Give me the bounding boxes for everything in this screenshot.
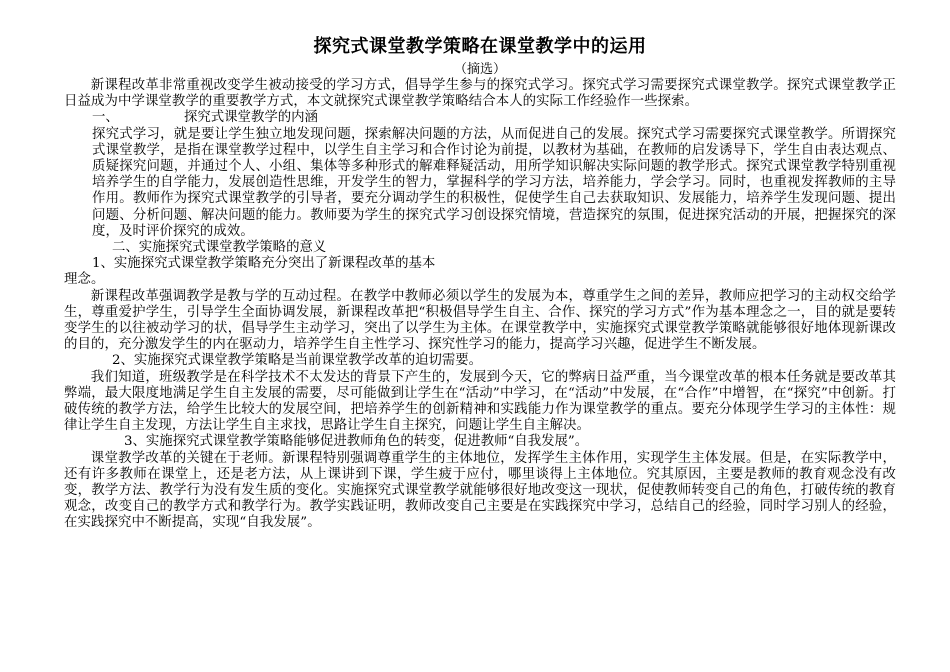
section-1-number: 一、: [92, 110, 119, 126]
subsection-2-heading: 2、实施探究式课堂教学策略是当前课堂教学改革的迫切需要。: [112, 353, 483, 369]
subsection-1-heading-cont: 理念。: [64, 272, 105, 288]
intro-paragraph: 新课程改革非常重视改变学生被动接受的学习方式，倡导学生参与的探究式学习。探究式学习需要探究式课堂教学。探究式课堂教学正日益成为中学课堂教学的重要教学方式，本文就探究式课堂教学策略结合本人的实际工作经验作一些探索。: [64, 78, 896, 110]
section-1-heading: [64, 110, 896, 126]
section-2-heading: 二、实施探究式课堂教学策略的意义: [112, 240, 327, 256]
subsection-1-heading: 1、实施探究式课堂教学策略充分突出了新课程改革的基本: [92, 256, 436, 272]
document-page: [64, 34, 896, 532]
subsection-2-body: 我们知道，班级教学是在科学技术不太发达的背景下产生的，发展到今天，它的弊病日益严重，当今课堂改革的根本任务就是要改革其弊端，最大限度地满足学生自主发展的需要，尽可能做到让学生在“活动”中学习，在“活动”中发展，在“合作”中增智，在“探究”中创新。打破传统的教学方法，给学生比较大的发展空间，把培养学生的创新精神和实践能力作为课堂教学的重点。要充分体现学生学习的主体性：规律让学生自主发现，方法让学生自主求找，思路让学生自主探究，问题让学生自主解决。: [64, 369, 896, 434]
subsection-3-heading: 3、实施探究式课堂教学策略能够促进教师角色的转变，促进教师“自我发展”。: [124, 434, 589, 450]
subsection-1-body: 新课程改革强调教学是教与学的互动过程。在教学中教师必须以学生的发展为本，尊重学生之间的差异，教师应把学习的主动权交给学生，尊重爱护学生，引导学生全面协调发展，新课程改革把“积极倡导学生自主、合作、探究的学习方式”作为基本理念之一，目的就是要转变学生的以往被动学习的状，倡导学生主动学习，突出了以学生为主体。在课堂教学中，实施探究式课堂教学策略就能够很好地体现新课改的目的，充分激发学生的内在驱动力，培养学生自主性学习、探究性学习的能力，提高学习兴趣，促进学生不断发展。: [64, 288, 896, 353]
section-1-body: 探究式学习，就是要让学生独立地发现问题，探索解决问题的方法，从而促进自己的发展。探究式学习需要探究式课堂教学。所谓探究式课堂教学，是指在课堂教学过程中，以学生自主学习和合作讨论为前提，以教材为基础，在教师的启发诱导下，学生自由表达观点、质疑探究问题，并通过个人、小组、集体等多种形式的解难释疑活动，用所学知识解决实际问题的教学形式。探究式课堂教学特别重视培养学生的自学能力，发展创造性思维，开发学生的智力，掌握科学的学习方法，培养能力，学会学习。同时，也重视发挥教师的主导作用。教师作为探究式课堂教学的引导者，要充分调动学生的积极性，促使学生自己去获取知识、发展能力，培养学生发现问题、提出问题、分析问题、解决问题的能力。教师要为学生的探究式学习创设探究情境，营造探究的氛围，促进探究活动的开展，把握探究的深度，及时评价探究的成效。: [92, 126, 896, 239]
section-1-body-block: [64, 127, 896, 240]
document-subtitle: （摘选）: [453, 62, 506, 77]
section-1-heading-text: 探究式课堂教学的内涵: [184, 110, 318, 126]
document-title: 探究式课堂教学策略在课堂教学中的运用: [313, 36, 647, 57]
subsection-3-body: 课堂教学改革的关键在于老师。新课程特别强调尊重学生的主体地位，发挥学生主体作用，实现学生主体发展。但是，在实际教学中，还有许多教师在课堂上，还是老方法，从上课讲到下课，学生疲于应付，哪里谈得上主体地位。究其原因，主要是教师的教育观念没有改变，教学方法、教学行为没有发生质的变化。实施探究式课堂教学就能够很好地改变这一现状，促使教师转变自己的角色，打破传统的教育观念，改变自己的教学方式和教学行为。教学实践证明，教师改变自己主要是在实践探究中学习，总结自己的经验，同时学习别人的经验，在实践探究中不断提高，实现“自我发展”。: [64, 450, 896, 531]
